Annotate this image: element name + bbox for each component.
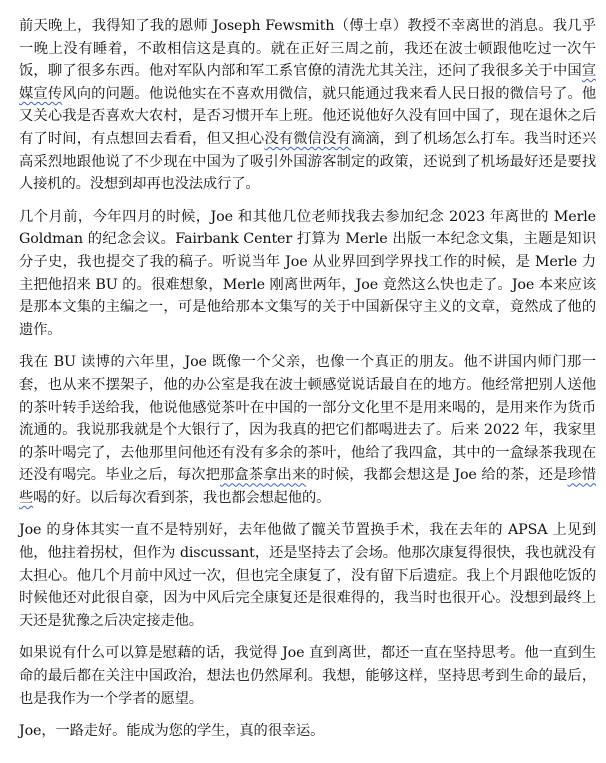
- paragraph-text: 喝的好。以后每次看到茶，我也都会想起他的。: [33, 489, 331, 506]
- underlined-phrase: 宣媒宣传: [19, 63, 596, 102]
- paragraph-text: 如果说有什么可以算是慰藉的话，我觉得 Joe 直到离世，都还一直在坚持思考。他一直到生命的最后都在关注中国政治，想法也仍然犀利。我想，能够这样，坚持思考到生命的最后，也是我作为一个学者的愿望。: [19, 645, 596, 707]
- underlined-phrase: 没有微信没有: [264, 130, 351, 147]
- paragraph-text: 的时候，我都会想这是 Joe 给的茶，还是: [306, 467, 568, 484]
- paragraph-text: 滴滴，到了机场怎么打车。我当时还兴高采烈地跟他说了不少现在中国为了吸引外国游客制定的政策，还说到了机场最好还是要找人接机的。没想到却再也没法成行了。: [19, 130, 596, 193]
- paragraph-1: [19, 15, 596, 196]
- paragraph-5: [19, 642, 596, 710]
- underlined-phrase: 珍惜些: [19, 467, 596, 506]
- paragraph-text: Joe 的身体其实一直不是特别好，去年他做了髋关节置换手术，我在去年的 APSA 上见到他，他拄着拐杖，但作为 discussant，还是坚持去了会场。他那次康复得很快，我也就没有太担心。他几个月前中风过一次，但也完全康复了，没有留下后遗症。我上个月跟他吃饭的时候他还对此很自豪，因为中风后完全康复还是很难得的，我当时也很开心。没想到最终上天还是犹豫之后决定接走他。: [19, 522, 596, 629]
- paragraph-4: [19, 519, 596, 632]
- paragraph-text: Joe，一路走好。能成为您的学生，真的很幸运。: [19, 723, 325, 740]
- paragraph-text: 我在 BU 读博的六年里，Joe 既像一个父亲，也像一个真正的朋友。他不讲国内师门那一套，也从来不摆架子，他的办公室是我在波士顿感觉说话最自在的地方。他经常把别人送他的茶叶转手送给我，他说他感觉茶叶在中国的一部分文化里不是用来喝的，是用来作为货币流通的。我说那我就是个大银行了，因为我真的把它们都喝进去了。后来 2022 年，我家里的茶叶喝完了，去他那里问他还有没有多余的茶叶，他给了我四盒，其中的一盒绿茶我现在还没有喝完。毕业之后，每次把: [19, 354, 596, 484]
- paragraph-text: 风向的问题。他说他实在不喜欢用微信，就只能通过我来看人民日报的微信号了。他又关心我是否喜欢大农村，是否习惯开车上班。他还说他好久没有回中国了，现在退休之后有了时间，有点想回去看看，但又担心: [19, 85, 596, 147]
- paragraph-text: 几个月前，今年四月的时候，Joe 和其他几位老师找我去参加纪念 2023 年离世的 Merle Goldman 的纪念会议。Fairbank Center 打算为 Merle 出版一本纪念文集，主题是知识分子史，我也提交了我的稿子。听说当年 Joe 从业界回到学界找工作的时候，是 Merle 力主把他招来 BU 的。很难想象，Merle 刚离世两年，Joe 竟然这么快也走了。Joe 本来应该是那本文集的主编之一，可是他给那本文集写的关于中国新保守主义的文章，竟然成了他的遗作。: [19, 208, 596, 338]
- paragraph-2: [19, 206, 596, 342]
- underlined-phrase: 那盒茶拿出来: [220, 467, 307, 484]
- paragraph-text: 前天晚上，我得知了我的恩师 Joseph Fewsmith（傅士卓）教授不幸离世的消息。我几乎一晚上没有睡着，不敢相信这是真的。就在正好三周之前，我还在波士顿跟他吃过一次午饭，聊了很多东西。他对军队内部和军工系官僚的清洗尤其关注，还问了我很多关于中国: [19, 18, 596, 80]
- paragraph-3: [19, 351, 596, 509]
- paragraph-6: [19, 720, 596, 743]
